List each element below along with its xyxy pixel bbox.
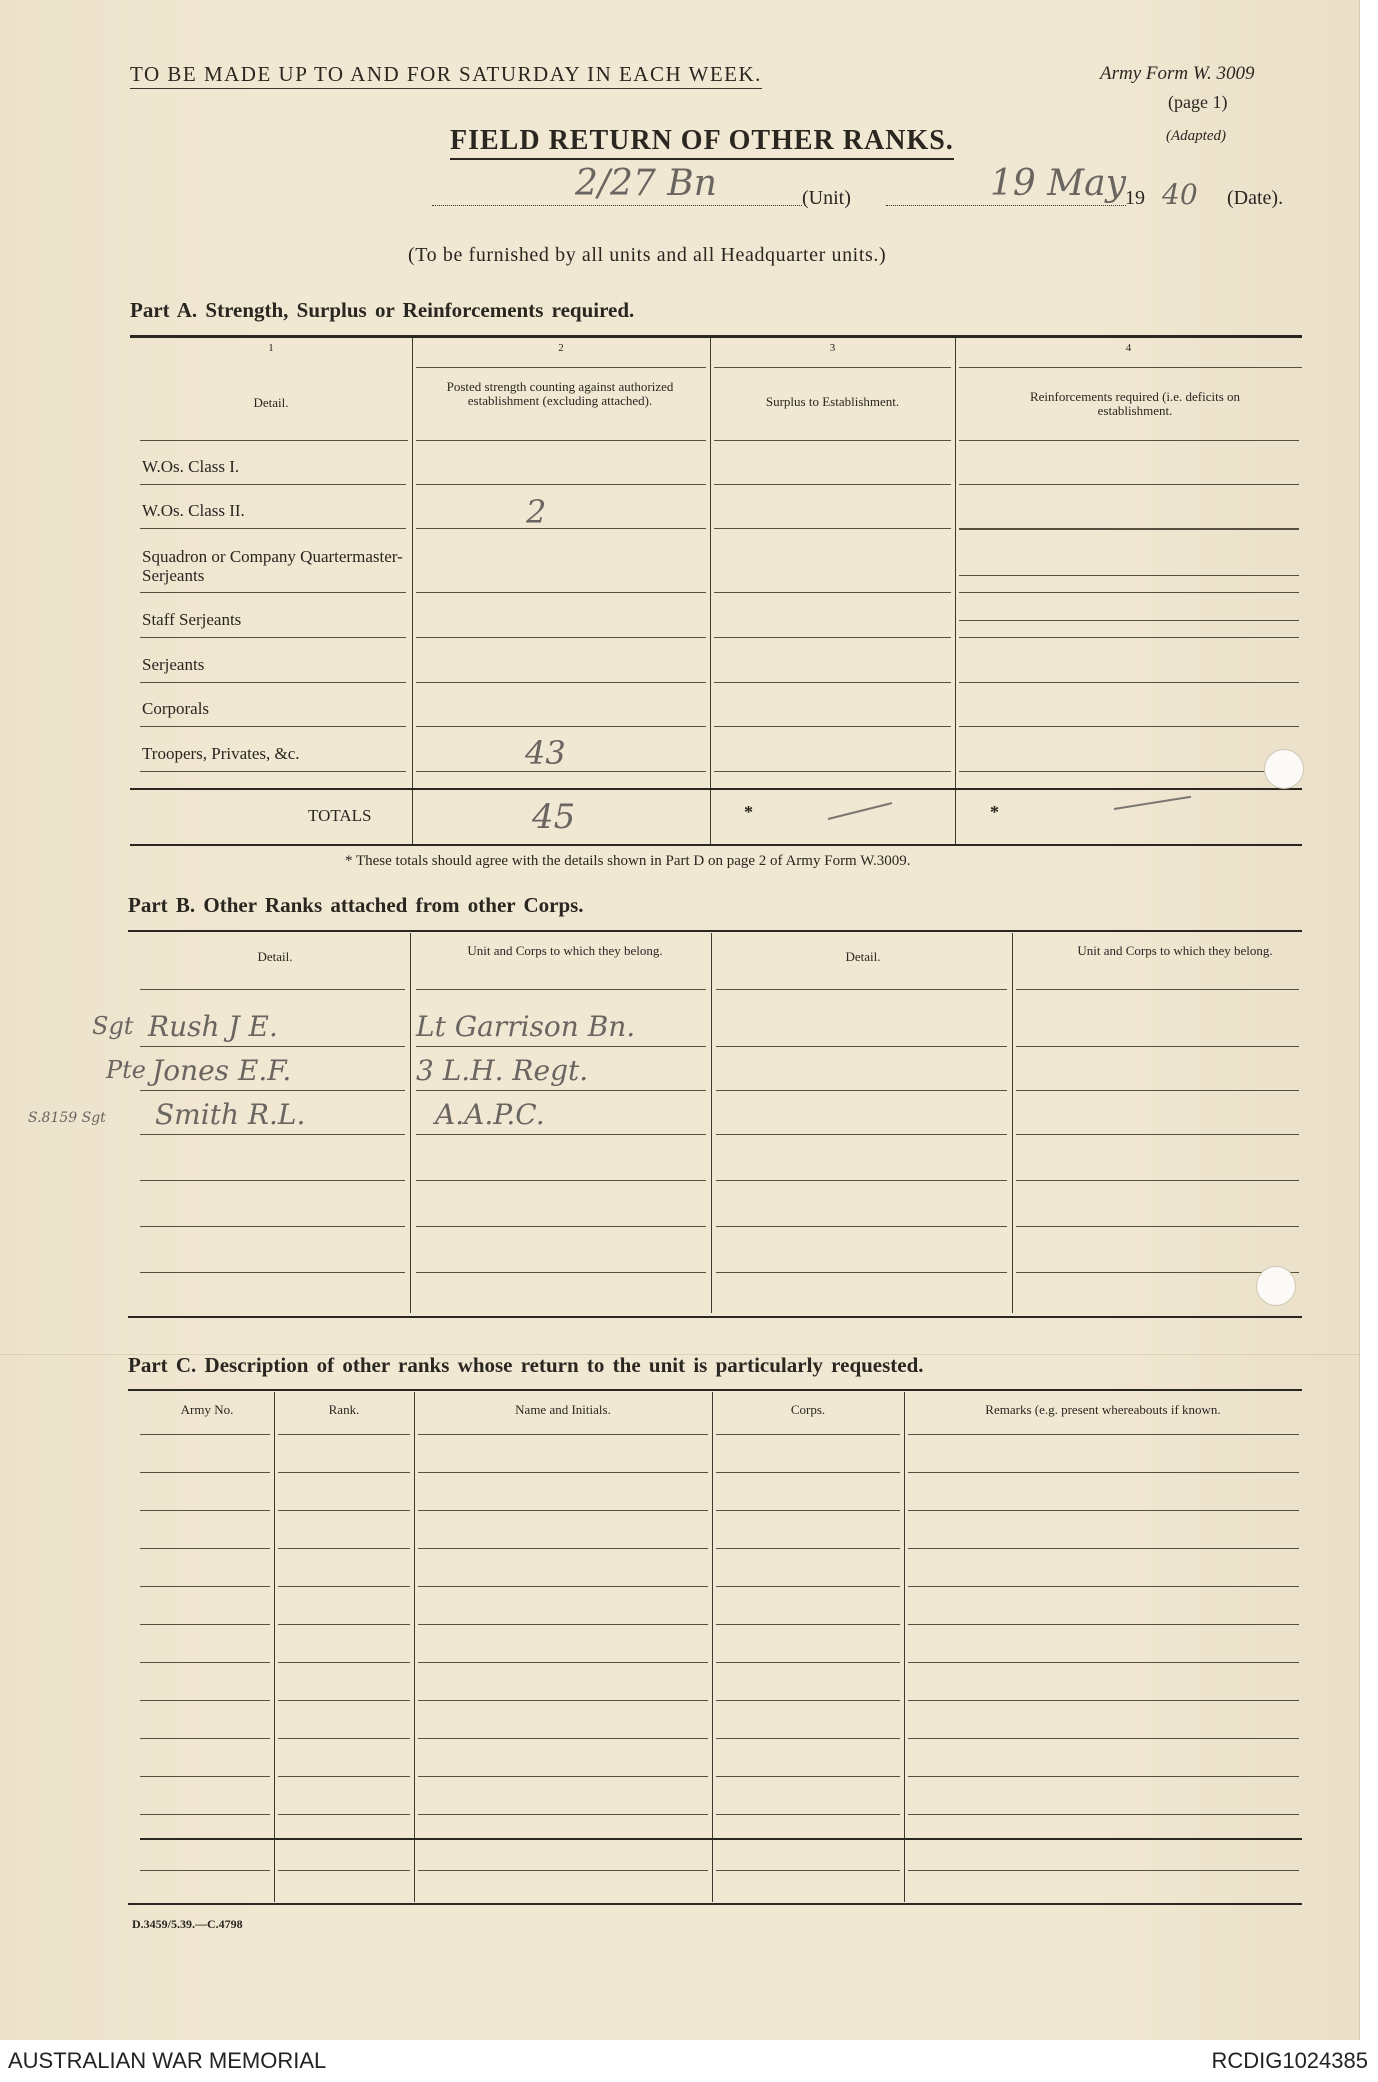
row-rule bbox=[418, 1662, 708, 1663]
part-c-header-rank: Rank. bbox=[328, 1402, 360, 1417]
row-rule bbox=[959, 529, 1299, 530]
part-c-top-rule bbox=[128, 1389, 1302, 1391]
row-rule bbox=[140, 771, 406, 772]
row-rule bbox=[416, 1226, 706, 1227]
rule bbox=[959, 367, 1302, 368]
part-b-divider-3 bbox=[1012, 933, 1013, 1313]
row-label-staff-serjeants: Staff Serjeants bbox=[142, 610, 242, 629]
entry-2-unit: 3 L.H. Regt. bbox=[416, 1054, 589, 1087]
row-rule bbox=[416, 771, 706, 772]
entry-2-prefix: Pte bbox=[106, 1056, 146, 1084]
row-label-wo-class-2: W.Os. Class II. bbox=[142, 501, 245, 520]
part-b-header-unit-1: Unit and Corps to which they belong. bbox=[467, 943, 663, 958]
row-rule bbox=[959, 575, 1299, 576]
row-rule bbox=[140, 1814, 270, 1815]
row-rule bbox=[714, 484, 951, 485]
row-rule bbox=[959, 620, 1299, 621]
furnished-note: (To be furnished by all units and all Headquarter units.) bbox=[408, 244, 887, 266]
row-rule bbox=[716, 1870, 900, 1871]
row-rule bbox=[959, 771, 1299, 772]
row-rule bbox=[716, 1624, 900, 1625]
form-adapted-note: (Adapted) bbox=[1166, 128, 1226, 144]
row-rule bbox=[716, 1662, 900, 1663]
date-value: 19 May bbox=[990, 163, 1126, 204]
part-c-heading: Part C. Description of other ranks whose return to the unit is particularly requested. bbox=[128, 1353, 924, 1377]
totals-footnote: * These totals should agree with the details shown in Part D on page 2 of Army Form W.3009. bbox=[345, 853, 911, 869]
row-label-corporals: Corporals bbox=[142, 699, 210, 718]
row-rule bbox=[416, 989, 706, 990]
row-rule bbox=[140, 1548, 270, 1549]
row-rule bbox=[1016, 1134, 1299, 1135]
part-b-divider-1 bbox=[410, 933, 411, 1313]
row-rule bbox=[278, 1472, 410, 1473]
row-rule bbox=[418, 1870, 708, 1871]
row-rule bbox=[716, 989, 1007, 990]
row-rule bbox=[714, 592, 951, 593]
rule bbox=[416, 440, 706, 441]
row-rule bbox=[416, 1180, 706, 1181]
row-rule bbox=[140, 1510, 270, 1511]
part-b-divider-2 bbox=[711, 933, 712, 1313]
entry-3-detail: Smith R.L. bbox=[155, 1098, 306, 1131]
row-rule bbox=[140, 726, 406, 727]
row-rule bbox=[716, 1226, 1007, 1227]
row-rule bbox=[418, 1814, 708, 1815]
row-rule bbox=[908, 1586, 1299, 1587]
header-detail: Detail. bbox=[253, 395, 289, 410]
row-rule bbox=[714, 637, 951, 638]
row-rule bbox=[959, 637, 1299, 638]
row-rule bbox=[418, 1548, 708, 1549]
form-title: FIELD RETURN OF OTHER RANKS. bbox=[450, 125, 954, 160]
part-c-divider-3 bbox=[712, 1392, 713, 1902]
row-rule bbox=[1016, 1226, 1299, 1227]
unit-value: 2/27 Bn bbox=[575, 163, 717, 204]
row-label-privates: Troopers, Privates, &c. bbox=[142, 744, 300, 763]
row-rule bbox=[908, 1548, 1299, 1549]
row-rule bbox=[140, 1272, 405, 1273]
row-rule bbox=[716, 1272, 1007, 1273]
row-rule bbox=[908, 1434, 1299, 1435]
row-rule bbox=[278, 1870, 410, 1871]
row-rule bbox=[140, 1662, 270, 1663]
row-rule bbox=[908, 1700, 1299, 1701]
row-rule bbox=[959, 726, 1299, 727]
form-number: Army Form W. 3009 bbox=[1100, 63, 1255, 84]
archive-id: RCDIG1024385 bbox=[1211, 2048, 1368, 2073]
row-rule bbox=[1016, 1046, 1299, 1047]
row-rule bbox=[416, 1134, 706, 1135]
part-c-double-rule bbox=[140, 1838, 1302, 1840]
rule bbox=[140, 440, 408, 441]
row-rule bbox=[908, 1624, 1299, 1625]
row-rule bbox=[714, 726, 951, 727]
part-b-top-rule bbox=[128, 930, 1302, 932]
row-rule bbox=[140, 682, 406, 683]
row-rule bbox=[908, 1662, 1299, 1663]
row-rule bbox=[716, 1134, 1007, 1135]
unit-label: (Unit) bbox=[802, 187, 851, 209]
row-rule bbox=[908, 1510, 1299, 1511]
entry-3-unit: A.A.P.C. bbox=[435, 1098, 545, 1131]
row-rule bbox=[714, 528, 951, 529]
row-rule bbox=[416, 1090, 706, 1091]
row-rule bbox=[716, 1046, 1007, 1047]
row-rule bbox=[140, 484, 406, 485]
row-rule bbox=[418, 1586, 708, 1587]
part-a-top-rule bbox=[130, 335, 1302, 338]
part-c-header-remarks: Remarks (e.g. present whereabouts if known. bbox=[985, 1402, 1221, 1417]
rule bbox=[959, 440, 1299, 441]
col-number-3: 3 bbox=[829, 342, 836, 354]
weekly-instruction: TO BE MADE UP TO AND FOR SATURDAY IN EACH WEEK. bbox=[130, 62, 762, 89]
part-b-header-unit-2: Unit and Corps to which they belong. bbox=[1077, 943, 1273, 958]
row-rule bbox=[716, 1548, 900, 1549]
part-c-header-name: Name and Initials. bbox=[515, 1402, 611, 1417]
row-rule bbox=[278, 1738, 410, 1739]
row-rule bbox=[714, 682, 951, 683]
part-c-divider-1 bbox=[274, 1392, 275, 1902]
row-rule bbox=[1016, 1272, 1299, 1273]
row-rule bbox=[416, 1272, 706, 1273]
row-rule bbox=[908, 1814, 1299, 1815]
part-c-divider-2 bbox=[414, 1392, 415, 1902]
row-rule bbox=[278, 1548, 410, 1549]
date-label: (Date). bbox=[1227, 187, 1284, 209]
year-prefix: 19 bbox=[1125, 187, 1145, 209]
part-a-divider-2 bbox=[710, 338, 711, 844]
part-a-divider-1 bbox=[412, 338, 413, 844]
row-rule bbox=[1016, 989, 1299, 990]
rule bbox=[416, 367, 706, 368]
row-rule bbox=[278, 1586, 410, 1587]
part-a-bottom-rule bbox=[130, 844, 1302, 846]
row-rule bbox=[959, 682, 1299, 683]
row-rule bbox=[278, 1510, 410, 1511]
entry-1-unit: Lt Garrison Bn. bbox=[416, 1010, 636, 1043]
row-rule bbox=[716, 1814, 900, 1815]
row-rule bbox=[416, 726, 706, 727]
part-b-header-detail-1: Detail. bbox=[257, 949, 293, 964]
row-rule bbox=[1016, 1090, 1299, 1091]
row-rule bbox=[416, 637, 706, 638]
row-rule bbox=[716, 1180, 1007, 1181]
row-rule bbox=[716, 1586, 900, 1587]
row-rule bbox=[140, 1180, 405, 1181]
row-rule bbox=[418, 1510, 708, 1511]
row-rule bbox=[908, 1870, 1299, 1871]
row-label-serjeants: Serjeants bbox=[142, 655, 205, 674]
col-number-4: 4 bbox=[1125, 342, 1132, 354]
row-rule bbox=[140, 592, 406, 593]
row-rule bbox=[416, 484, 706, 485]
row-rule bbox=[278, 1700, 410, 1701]
posted-privates: 43 bbox=[525, 734, 566, 772]
part-c-header-army-no: Army No. bbox=[180, 1402, 234, 1417]
part-b-bottom-rule bbox=[128, 1316, 1302, 1318]
row-rule bbox=[416, 528, 706, 529]
row-rule bbox=[714, 771, 951, 772]
row-rule bbox=[278, 1776, 410, 1777]
rule bbox=[714, 440, 951, 441]
row-rule bbox=[140, 1870, 270, 1871]
col-number-1: 1 bbox=[268, 342, 274, 354]
part-a-heading: Part A. Strength, Surplus or Reinforcements required. bbox=[130, 298, 635, 322]
year-value: 40 bbox=[1162, 178, 1198, 211]
row-rule bbox=[959, 484, 1299, 485]
row-rule bbox=[416, 1046, 706, 1047]
row-rule bbox=[416, 682, 706, 683]
page-edge bbox=[1359, 0, 1360, 2040]
row-rule bbox=[140, 1046, 405, 1047]
entry-3-prefix: S.8159 Sgt bbox=[28, 1110, 106, 1126]
row-rule bbox=[278, 1434, 410, 1435]
part-b-heading: Part B. Other Ranks attached from other Corps. bbox=[128, 893, 584, 917]
row-rule bbox=[416, 592, 706, 593]
row-rule bbox=[716, 1510, 900, 1511]
archive-name: AUSTRALIAN WAR MEMORIAL bbox=[8, 2048, 327, 2073]
entry-2-detail: Jones E.F. bbox=[152, 1054, 292, 1087]
row-rule bbox=[418, 1776, 708, 1777]
row-rule bbox=[959, 592, 1299, 593]
row-rule bbox=[418, 1700, 708, 1701]
row-rule bbox=[278, 1624, 410, 1625]
part-c-header-corps: Corps. bbox=[790, 1402, 826, 1417]
row-rule bbox=[418, 1472, 708, 1473]
row-label-wo-class-1: W.Os. Class I. bbox=[142, 457, 240, 476]
header-reinforcements: Reinforcements required (i.e. deficits on establishment. bbox=[1029, 389, 1241, 418]
punch-hole-1 bbox=[1264, 749, 1304, 789]
row-rule bbox=[140, 1134, 405, 1135]
row-rule bbox=[140, 637, 406, 638]
row-rule bbox=[140, 1738, 270, 1739]
surplus-asterisk: * bbox=[744, 802, 753, 822]
row-rule bbox=[908, 1472, 1299, 1473]
part-c-bottom-rule bbox=[128, 1903, 1302, 1905]
row-rule bbox=[418, 1624, 708, 1625]
row-rule bbox=[716, 1434, 900, 1435]
row-rule bbox=[140, 1624, 270, 1625]
totals-rule bbox=[130, 788, 1302, 790]
row-rule bbox=[908, 1738, 1299, 1739]
row-rule bbox=[278, 1814, 410, 1815]
rule bbox=[714, 367, 951, 368]
row-rule bbox=[140, 1472, 270, 1473]
totals-value: 45 bbox=[532, 797, 576, 837]
row-rule bbox=[278, 1662, 410, 1663]
header-surplus: Surplus to Establishment. bbox=[765, 394, 900, 409]
row-rule bbox=[140, 1226, 405, 1227]
row-rule bbox=[418, 1434, 708, 1435]
part-c-divider-4 bbox=[904, 1392, 905, 1902]
row-rule bbox=[716, 1472, 900, 1473]
posted-wo-class-2: 2 bbox=[526, 493, 547, 531]
row-rule bbox=[140, 1434, 270, 1435]
col-number-2: 2 bbox=[558, 342, 564, 354]
row-rule bbox=[140, 1776, 270, 1777]
row-rule bbox=[716, 1700, 900, 1701]
row-rule bbox=[716, 1738, 900, 1739]
row-rule bbox=[1016, 1180, 1299, 1181]
header-posted-strength: Posted strength counting against authorized establishment (excluding attached). bbox=[446, 379, 674, 408]
row-rule bbox=[908, 1776, 1299, 1777]
form-page-number: (page 1) bbox=[1168, 92, 1228, 112]
punch-hole-2 bbox=[1256, 1266, 1296, 1306]
row-rule bbox=[140, 528, 406, 529]
row-rule bbox=[716, 1090, 1007, 1091]
row-rule bbox=[140, 1090, 405, 1091]
row-rule bbox=[418, 1738, 708, 1739]
print-code: D.3459/5.39.—C.4798 bbox=[132, 1917, 243, 1931]
row-rule bbox=[716, 1776, 900, 1777]
entry-1-prefix: Sgt bbox=[92, 1012, 134, 1040]
entry-1-detail: Rush J E. bbox=[148, 1010, 278, 1043]
totals-label: TOTALS bbox=[308, 806, 372, 825]
part-b-header-detail-2: Detail. bbox=[845, 949, 881, 964]
part-a-divider-3 bbox=[955, 338, 956, 844]
row-rule bbox=[140, 989, 405, 990]
row-rule bbox=[140, 1586, 270, 1587]
reinforcements-asterisk: * bbox=[990, 802, 999, 822]
row-label-cqms: Squadron or Company Quartermaster-Serjeants bbox=[142, 547, 403, 585]
row-rule bbox=[140, 1700, 270, 1701]
